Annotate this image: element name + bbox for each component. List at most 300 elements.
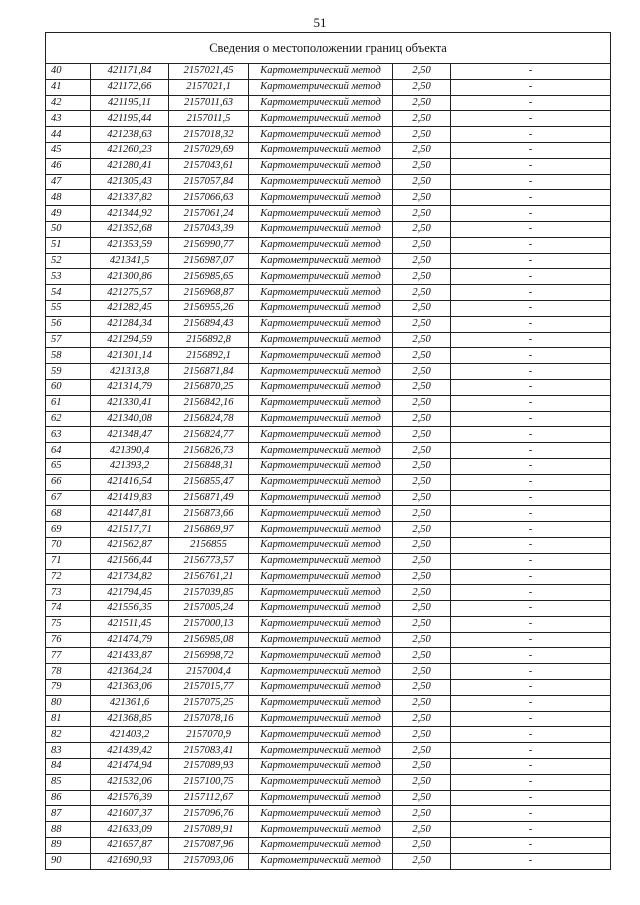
table-row (46, 174, 611, 190)
table-row (46, 111, 611, 127)
description-cell: - (451, 474, 611, 490)
method-cell: Картометрический метод (249, 142, 393, 158)
description-cell: - (451, 648, 611, 664)
y-coordinate-cell: 2157112,67 (169, 790, 249, 806)
table-row (46, 743, 611, 759)
x-coordinate-cell: 421403,2 (91, 727, 169, 743)
point-number-cell: 61 (46, 395, 91, 411)
description-cell: - (451, 64, 611, 80)
x-coordinate-cell: 421607,37 (91, 806, 169, 822)
precision-cell: 2,50 (393, 206, 451, 222)
table-row (46, 616, 611, 632)
precision-cell: 2,50 (393, 237, 451, 253)
description-cell: - (451, 142, 611, 158)
y-coordinate-cell: 2157043,39 (169, 221, 249, 237)
y-coordinate-cell: 2157089,93 (169, 759, 249, 775)
y-coordinate-cell: 2157087,96 (169, 838, 249, 854)
precision-cell: 2,50 (393, 569, 451, 585)
table-row (46, 569, 611, 585)
point-number-cell: 66 (46, 474, 91, 490)
point-number-cell: 73 (46, 585, 91, 601)
precision-cell: 2,50 (393, 759, 451, 775)
method-cell: Картометрический метод (249, 853, 393, 869)
y-coordinate-cell: 2157100,75 (169, 774, 249, 790)
method-cell: Картометрический метод (249, 822, 393, 838)
precision-cell: 2,50 (393, 300, 451, 316)
precision-cell: 2,50 (393, 190, 451, 206)
point-number-cell: 52 (46, 253, 91, 269)
table-row (46, 853, 611, 869)
description-cell: - (451, 743, 611, 759)
method-cell: Картометрический метод (249, 838, 393, 854)
method-cell: Картометрический метод (249, 253, 393, 269)
method-cell: Картометрический метод (249, 348, 393, 364)
method-cell: Картометрический метод (249, 190, 393, 206)
y-coordinate-cell: 2156892,1 (169, 348, 249, 364)
method-cell: Картометрический метод (249, 221, 393, 237)
method-cell: Картометрический метод (249, 695, 393, 711)
x-coordinate-cell: 421300,86 (91, 269, 169, 285)
table-row (46, 316, 611, 332)
table-row (46, 427, 611, 443)
precision-cell: 2,50 (393, 158, 451, 174)
method-cell: Картометрический метод (249, 364, 393, 380)
x-coordinate-cell: 421363,06 (91, 680, 169, 696)
table-row (46, 458, 611, 474)
x-coordinate-cell: 421305,43 (91, 174, 169, 190)
point-number-cell: 88 (46, 822, 91, 838)
point-number-cell: 77 (46, 648, 91, 664)
table-row (46, 727, 611, 743)
point-number-cell: 41 (46, 79, 91, 95)
y-coordinate-cell: 2156985,08 (169, 632, 249, 648)
method-cell: Картометрический метод (249, 585, 393, 601)
point-number-cell: 80 (46, 695, 91, 711)
table-row (46, 395, 611, 411)
precision-cell: 2,50 (393, 174, 451, 190)
point-number-cell: 81 (46, 711, 91, 727)
table-row (46, 680, 611, 696)
table-row (46, 601, 611, 617)
point-number-cell: 50 (46, 221, 91, 237)
point-number-cell: 55 (46, 300, 91, 316)
point-number-cell: 58 (46, 348, 91, 364)
point-number-cell: 87 (46, 806, 91, 822)
precision-cell: 2,50 (393, 506, 451, 522)
method-cell: Картометрический метод (249, 601, 393, 617)
method-cell: Картометрический метод (249, 743, 393, 759)
x-coordinate-cell: 421447,81 (91, 506, 169, 522)
description-cell: - (451, 237, 611, 253)
x-coordinate-cell: 421419,83 (91, 490, 169, 506)
method-cell: Картометрический метод (249, 774, 393, 790)
point-number-cell: 68 (46, 506, 91, 522)
method-cell: Картометрический метод (249, 285, 393, 301)
precision-cell: 2,50 (393, 537, 451, 553)
description-cell: - (451, 458, 611, 474)
table-row (46, 95, 611, 111)
method-cell: Картометрический метод (249, 64, 393, 80)
y-coordinate-cell: 2156848,31 (169, 458, 249, 474)
precision-cell: 2,50 (393, 601, 451, 617)
x-coordinate-cell: 421260,23 (91, 142, 169, 158)
table-row (46, 443, 611, 459)
precision-cell: 2,50 (393, 95, 451, 111)
description-cell: - (451, 759, 611, 775)
point-number-cell: 82 (46, 727, 91, 743)
y-coordinate-cell: 2156869,97 (169, 522, 249, 538)
description-cell: - (451, 158, 611, 174)
x-coordinate-cell: 421337,82 (91, 190, 169, 206)
x-coordinate-cell: 421433,87 (91, 648, 169, 664)
description-cell: - (451, 221, 611, 237)
table-row (46, 190, 611, 206)
y-coordinate-cell: 2157075,25 (169, 695, 249, 711)
y-coordinate-cell: 2156998,72 (169, 648, 249, 664)
table-row (46, 490, 611, 506)
x-coordinate-cell: 421364,24 (91, 664, 169, 680)
precision-cell: 2,50 (393, 221, 451, 237)
y-coordinate-cell: 2157011,63 (169, 95, 249, 111)
description-cell: - (451, 348, 611, 364)
description-cell: - (451, 727, 611, 743)
precision-cell: 2,50 (393, 616, 451, 632)
description-cell: - (451, 95, 611, 111)
table-row (46, 774, 611, 790)
table-row (46, 158, 611, 174)
method-cell: Картометрический метод (249, 269, 393, 285)
description-cell: - (451, 601, 611, 617)
y-coordinate-cell: 2157089,91 (169, 822, 249, 838)
precision-cell: 2,50 (393, 253, 451, 269)
x-coordinate-cell: 421633,09 (91, 822, 169, 838)
x-coordinate-cell: 421348,47 (91, 427, 169, 443)
point-number-cell: 75 (46, 616, 91, 632)
table-row (46, 269, 611, 285)
point-number-cell: 65 (46, 458, 91, 474)
x-coordinate-cell: 421657,87 (91, 838, 169, 854)
x-coordinate-cell: 421330,41 (91, 395, 169, 411)
description-cell: - (451, 300, 611, 316)
point-number-cell: 51 (46, 237, 91, 253)
x-coordinate-cell: 421275,57 (91, 285, 169, 301)
table-row (46, 142, 611, 158)
table-row (46, 648, 611, 664)
method-cell: Картометрический метод (249, 300, 393, 316)
y-coordinate-cell: 2156985,65 (169, 269, 249, 285)
y-coordinate-cell: 2157005,24 (169, 601, 249, 617)
x-coordinate-cell: 421195,11 (91, 95, 169, 111)
table-row (46, 664, 611, 680)
x-coordinate-cell: 421171,84 (91, 64, 169, 80)
table-row (46, 411, 611, 427)
table-row (46, 632, 611, 648)
description-cell: - (451, 680, 611, 696)
description-cell: - (451, 585, 611, 601)
table-row (46, 127, 611, 143)
point-number-cell: 42 (46, 95, 91, 111)
x-coordinate-cell: 421280,41 (91, 158, 169, 174)
point-number-cell: 78 (46, 664, 91, 680)
description-cell: - (451, 522, 611, 538)
x-coordinate-cell: 421556,35 (91, 601, 169, 617)
description-cell: - (451, 285, 611, 301)
table-row (46, 506, 611, 522)
x-coordinate-cell: 421314,79 (91, 379, 169, 395)
point-number-cell: 48 (46, 190, 91, 206)
point-number-cell: 46 (46, 158, 91, 174)
precision-cell: 2,50 (393, 427, 451, 443)
method-cell: Картометрический метод (249, 632, 393, 648)
method-cell: Картометрический метод (249, 79, 393, 95)
point-number-cell: 72 (46, 569, 91, 585)
precision-cell: 2,50 (393, 853, 451, 869)
point-number-cell: 69 (46, 522, 91, 538)
y-coordinate-cell: 2157021,45 (169, 64, 249, 80)
description-cell: - (451, 664, 611, 680)
description-cell: - (451, 395, 611, 411)
table-row (46, 221, 611, 237)
y-coordinate-cell: 2157061,24 (169, 206, 249, 222)
y-coordinate-cell: 2157011,5 (169, 111, 249, 127)
description-cell: - (451, 316, 611, 332)
precision-cell: 2,50 (393, 474, 451, 490)
y-coordinate-cell: 2156842,16 (169, 395, 249, 411)
precision-cell: 2,50 (393, 632, 451, 648)
point-number-cell: 43 (46, 111, 91, 127)
x-coordinate-cell: 421474,79 (91, 632, 169, 648)
precision-cell: 2,50 (393, 458, 451, 474)
description-cell: - (451, 332, 611, 348)
precision-cell: 2,50 (393, 522, 451, 538)
method-cell: Картометрический метод (249, 395, 393, 411)
x-coordinate-cell: 421284,34 (91, 316, 169, 332)
y-coordinate-cell: 2156855 (169, 537, 249, 553)
point-number-cell: 89 (46, 838, 91, 854)
method-cell: Картометрический метод (249, 458, 393, 474)
precision-cell: 2,50 (393, 695, 451, 711)
method-cell: Картометрический метод (249, 127, 393, 143)
y-coordinate-cell: 2157093,06 (169, 853, 249, 869)
x-coordinate-cell: 421439,42 (91, 743, 169, 759)
description-cell: - (451, 695, 611, 711)
point-number-cell: 86 (46, 790, 91, 806)
description-cell: - (451, 411, 611, 427)
y-coordinate-cell: 2156871,49 (169, 490, 249, 506)
precision-cell: 2,50 (393, 680, 451, 696)
table-row (46, 537, 611, 553)
description-cell: - (451, 616, 611, 632)
description-cell: - (451, 190, 611, 206)
y-coordinate-cell: 2156761,21 (169, 569, 249, 585)
table-row (46, 806, 611, 822)
x-coordinate-cell: 421313,8 (91, 364, 169, 380)
x-coordinate-cell: 421195,44 (91, 111, 169, 127)
method-cell: Картометрический метод (249, 806, 393, 822)
precision-cell: 2,50 (393, 332, 451, 348)
y-coordinate-cell: 2156826,73 (169, 443, 249, 459)
x-coordinate-cell: 421353,59 (91, 237, 169, 253)
table-row (46, 553, 611, 569)
y-coordinate-cell: 2157066,63 (169, 190, 249, 206)
y-coordinate-cell: 2156824,77 (169, 427, 249, 443)
description-cell: - (451, 79, 611, 95)
description-cell: - (451, 206, 611, 222)
y-coordinate-cell: 2156987,07 (169, 253, 249, 269)
y-coordinate-cell: 2156871,84 (169, 364, 249, 380)
method-cell: Картометрический метод (249, 237, 393, 253)
description-cell: - (451, 174, 611, 190)
description-cell: - (451, 822, 611, 838)
table-title: Сведения о местоположении границ объекта (46, 33, 611, 64)
table-row (46, 790, 611, 806)
description-cell: - (451, 774, 611, 790)
table-row (46, 300, 611, 316)
x-coordinate-cell: 421517,71 (91, 522, 169, 538)
y-coordinate-cell: 2157015,77 (169, 680, 249, 696)
y-coordinate-cell: 2156892,8 (169, 332, 249, 348)
point-number-cell: 54 (46, 285, 91, 301)
point-number-cell: 44 (46, 127, 91, 143)
y-coordinate-cell: 2157004,4 (169, 664, 249, 680)
x-coordinate-cell: 421340,08 (91, 411, 169, 427)
precision-cell: 2,50 (393, 395, 451, 411)
method-cell: Картометрический метод (249, 759, 393, 775)
point-number-cell: 79 (46, 680, 91, 696)
y-coordinate-cell: 2157083,41 (169, 743, 249, 759)
precision-cell: 2,50 (393, 348, 451, 364)
description-cell: - (451, 253, 611, 269)
method-cell: Картометрический метод (249, 711, 393, 727)
method-cell: Картометрический метод (249, 443, 393, 459)
method-cell: Картометрический метод (249, 206, 393, 222)
boundary-coordinates-table (45, 32, 611, 870)
point-number-cell: 74 (46, 601, 91, 617)
y-coordinate-cell: 2157029,69 (169, 142, 249, 158)
point-number-cell: 70 (46, 537, 91, 553)
table-row (46, 253, 611, 269)
y-coordinate-cell: 2157078,16 (169, 711, 249, 727)
precision-cell: 2,50 (393, 127, 451, 143)
x-coordinate-cell: 421301,14 (91, 348, 169, 364)
precision-cell: 2,50 (393, 64, 451, 80)
table-row (46, 474, 611, 490)
description-cell: - (451, 490, 611, 506)
x-coordinate-cell: 421416,54 (91, 474, 169, 490)
y-coordinate-cell: 2157096,76 (169, 806, 249, 822)
point-number-cell: 56 (46, 316, 91, 332)
x-coordinate-cell: 421474,94 (91, 759, 169, 775)
table-row (46, 711, 611, 727)
method-cell: Картометрический метод (249, 379, 393, 395)
description-cell: - (451, 427, 611, 443)
point-number-cell: 59 (46, 364, 91, 380)
point-number-cell: 47 (46, 174, 91, 190)
method-cell: Картометрический метод (249, 616, 393, 632)
precision-cell: 2,50 (393, 806, 451, 822)
method-cell: Картометрический метод (249, 158, 393, 174)
description-cell: - (451, 364, 611, 380)
precision-cell: 2,50 (393, 79, 451, 95)
x-coordinate-cell: 421361,6 (91, 695, 169, 711)
precision-cell: 2,50 (393, 822, 451, 838)
method-cell: Картометрический метод (249, 411, 393, 427)
point-number-cell: 83 (46, 743, 91, 759)
y-coordinate-cell: 2157043,61 (169, 158, 249, 174)
x-coordinate-cell: 421576,39 (91, 790, 169, 806)
precision-cell: 2,50 (393, 648, 451, 664)
point-number-cell: 49 (46, 206, 91, 222)
x-coordinate-cell: 421566,44 (91, 553, 169, 569)
x-coordinate-cell: 421690,93 (91, 853, 169, 869)
x-coordinate-cell: 421172,66 (91, 79, 169, 95)
x-coordinate-cell: 421511,45 (91, 616, 169, 632)
description-cell: - (451, 111, 611, 127)
method-cell: Картометрический метод (249, 680, 393, 696)
y-coordinate-cell: 2156894,43 (169, 316, 249, 332)
y-coordinate-cell: 2157057,84 (169, 174, 249, 190)
method-cell: Картометрический метод (249, 790, 393, 806)
point-number-cell: 60 (46, 379, 91, 395)
precision-cell: 2,50 (393, 790, 451, 806)
method-cell: Картометрический метод (249, 490, 393, 506)
method-cell: Картометрический метод (249, 537, 393, 553)
method-cell: Картометрический метод (249, 474, 393, 490)
precision-cell: 2,50 (393, 269, 451, 285)
y-coordinate-cell: 2157000,13 (169, 616, 249, 632)
description-cell: - (451, 838, 611, 854)
y-coordinate-cell: 2157021,1 (169, 79, 249, 95)
precision-cell: 2,50 (393, 838, 451, 854)
precision-cell: 2,50 (393, 316, 451, 332)
method-cell: Картометрический метод (249, 332, 393, 348)
y-coordinate-cell: 2156855,47 (169, 474, 249, 490)
description-cell: - (451, 806, 611, 822)
description-cell: - (451, 379, 611, 395)
description-cell: - (451, 127, 611, 143)
x-coordinate-cell: 421282,45 (91, 300, 169, 316)
precision-cell: 2,50 (393, 111, 451, 127)
precision-cell: 2,50 (393, 711, 451, 727)
method-cell: Картометрический метод (249, 174, 393, 190)
method-cell: Картометрический метод (249, 569, 393, 585)
point-number-cell: 53 (46, 269, 91, 285)
precision-cell: 2,50 (393, 443, 451, 459)
table-row (46, 348, 611, 364)
table-row (46, 695, 611, 711)
description-cell: - (451, 569, 611, 585)
method-cell: Картометрический метод (249, 506, 393, 522)
precision-cell: 2,50 (393, 142, 451, 158)
precision-cell: 2,50 (393, 664, 451, 680)
table-row (46, 364, 611, 380)
y-coordinate-cell: 2156773,57 (169, 553, 249, 569)
y-coordinate-cell: 2157018,32 (169, 127, 249, 143)
table-row (46, 206, 611, 222)
description-cell: - (451, 537, 611, 553)
point-number-cell: 45 (46, 142, 91, 158)
x-coordinate-cell: 421344,92 (91, 206, 169, 222)
point-number-cell: 62 (46, 411, 91, 427)
point-number-cell: 84 (46, 759, 91, 775)
description-cell: - (451, 853, 611, 869)
precision-cell: 2,50 (393, 364, 451, 380)
description-cell: - (451, 443, 611, 459)
precision-cell: 2,50 (393, 285, 451, 301)
y-coordinate-cell: 2156824,78 (169, 411, 249, 427)
precision-cell: 2,50 (393, 585, 451, 601)
point-number-cell: 71 (46, 553, 91, 569)
